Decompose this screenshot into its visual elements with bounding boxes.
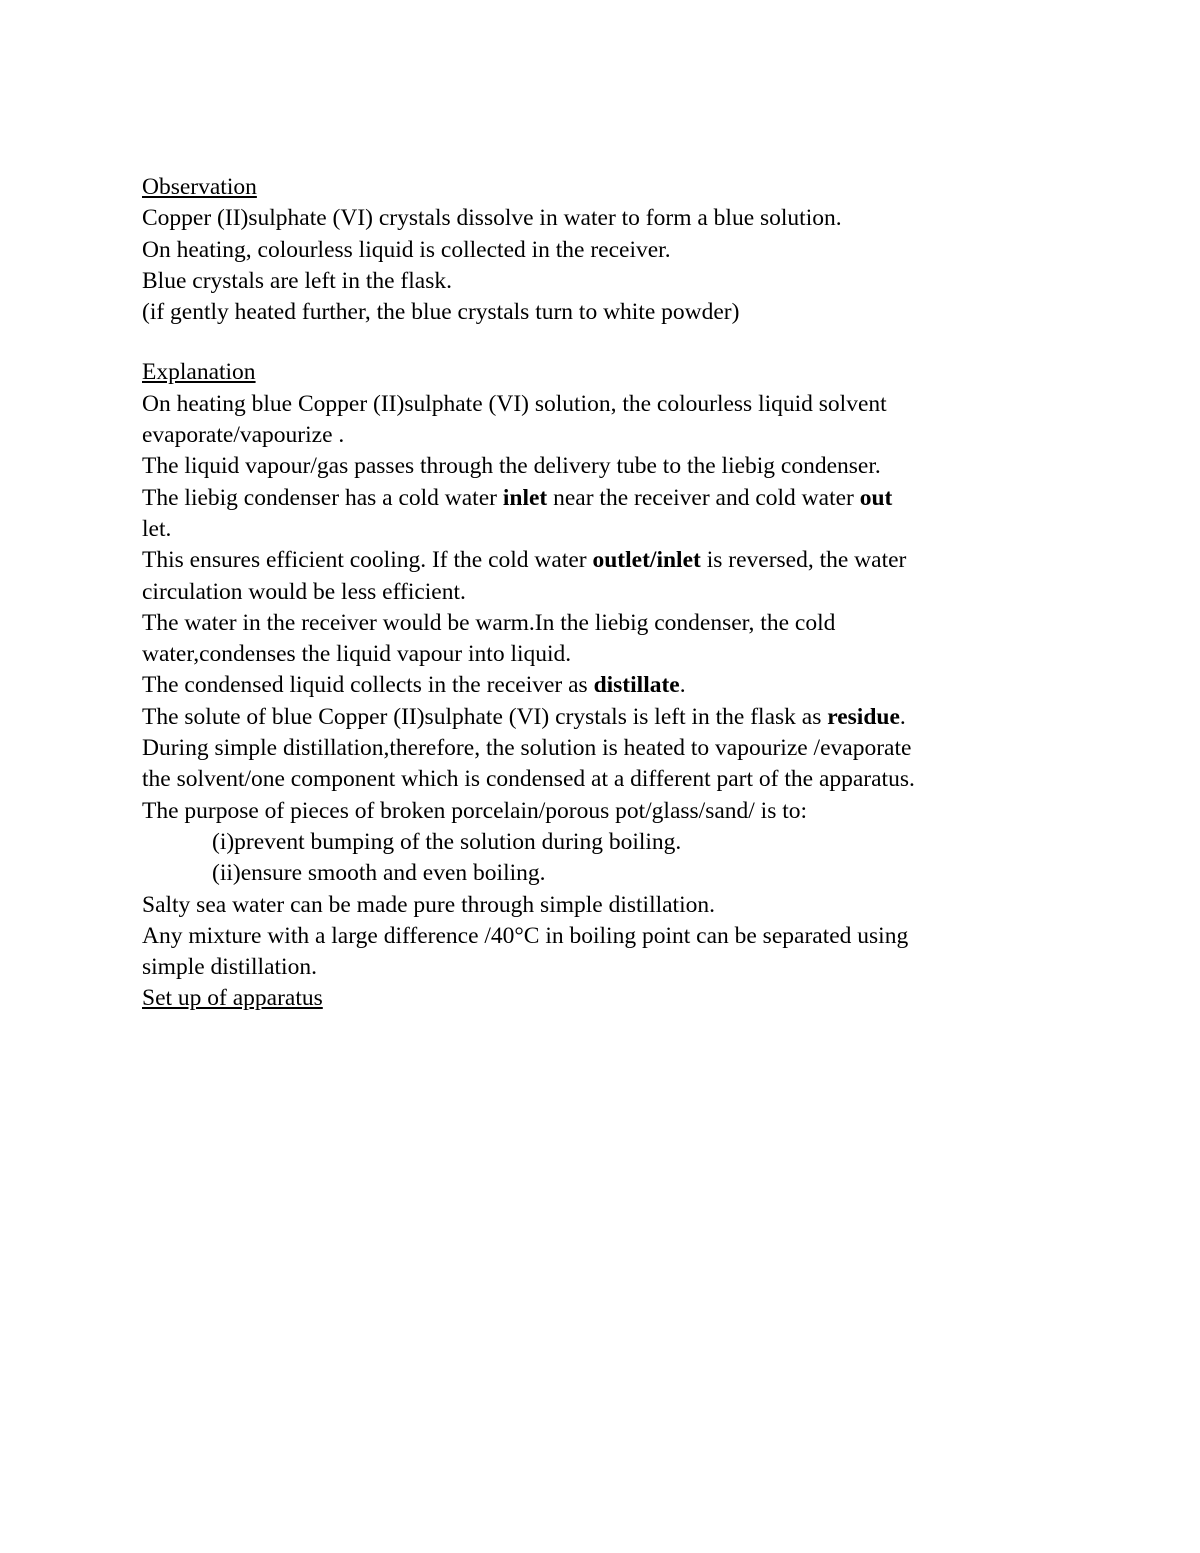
text-run: The solute of blue Copper (II)sulphate (VI) crystals is left in the flask as [142, 703, 828, 730]
explanation-line [142, 483, 1102, 514]
bold-term-out: out [859, 484, 893, 511]
bold-term-outlet-inlet: outlet/inlet [592, 547, 701, 574]
purpose-item: (ii)ensure smooth and even boiling. [212, 860, 546, 887]
observation-line: Blue crystals are left in the flask. [142, 267, 452, 294]
explanation-heading: Explanation [142, 359, 256, 386]
explanation-line: The liquid vapour/gas passes through the delivery tube to the liebig condenser. [142, 453, 881, 480]
explanation-line: On heating blue Copper (II)sulphate (VI) solution, the colourless liquid solvent [142, 390, 887, 417]
observation-line: On heating, colourless liquid is collected in the receiver. [142, 236, 671, 263]
text-run: near the receiver and cold water [547, 484, 860, 511]
text-run: . [899, 703, 906, 730]
explanation-line [142, 670, 1102, 701]
observation-heading: Observation [142, 174, 257, 200]
explanation-line: the solvent/one component which is condensed at a different part of the apparatus. [142, 766, 915, 793]
setup-heading: Set up of apparatus [142, 985, 323, 1012]
bold-term-inlet: inlet [502, 484, 548, 511]
text-run: . [679, 672, 686, 699]
bold-term-distillate: distillate [593, 672, 680, 699]
paragraph-spacer [142, 328, 1102, 357]
explanation-line: Salty sea water can be made pure through simple distillation. [142, 891, 715, 918]
text-run: The liebig condenser has a cold water [142, 484, 503, 511]
bold-term-residue: residue [827, 703, 900, 730]
explanation-line: let. [142, 515, 172, 542]
explanation-line [142, 545, 1102, 576]
purpose-item: (i)prevent bumping of the solution during boiling. [212, 828, 682, 855]
observation-line: Copper (II)sulphate (VI) crystals dissolve in water to form a blue solution. [142, 205, 842, 232]
explanation-line: evaporate/vapourize . [142, 422, 345, 449]
explanation-line: The purpose of pieces of broken porcelain/porous pot/glass/sand/ is to: [142, 797, 808, 824]
text-run: This ensures efficient cooling. If the cold water [142, 547, 593, 574]
explanation-line: simple distillation. [142, 954, 317, 981]
explanation-line: circulation would be less efficient. [142, 578, 466, 605]
text-run: The condensed liquid collects in the receiver as [142, 672, 594, 699]
observation-line: (if gently heated further, the blue crystals turn to white powder) [142, 299, 740, 326]
explanation-line: The water in the receiver would be warm.In the liebig condenser, the cold [142, 609, 836, 636]
document-body [142, 172, 1102, 1015]
explanation-line: During simple distillation,therefore, the solution is heated to vapourize /evaporate [142, 735, 912, 762]
explanation-line [142, 702, 1102, 733]
explanation-line: Any mixture with a large difference /40°C in boiling point can be separated using [142, 922, 909, 949]
text-run: is reversed, the water [700, 547, 907, 574]
explanation-line: water,condenses the liquid vapour into liquid. [142, 641, 572, 668]
